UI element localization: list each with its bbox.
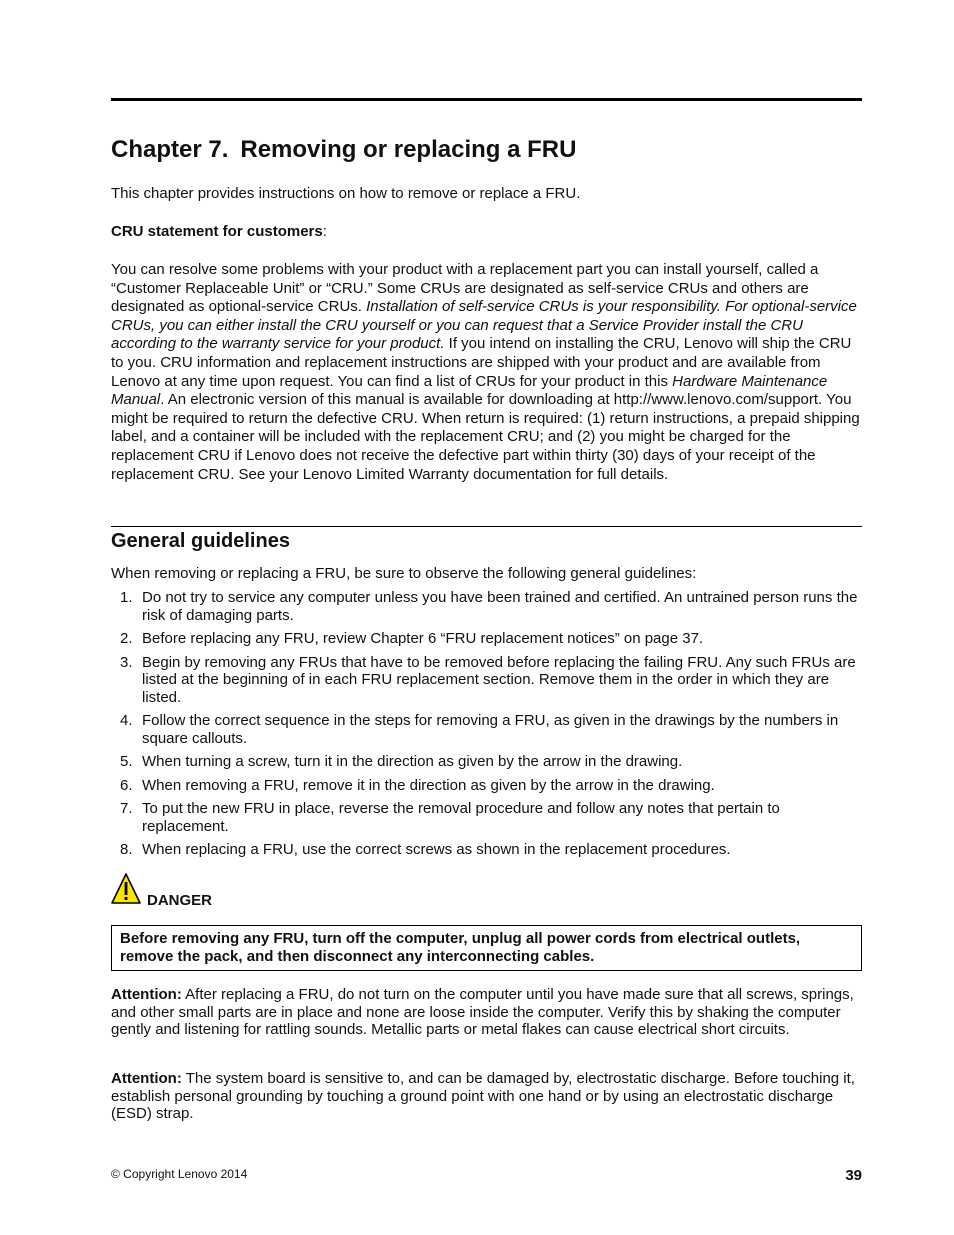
list-text: To put the new FRU in place, reverse the removal procedure and follow any notes that pertain to replacement.: [142, 800, 780, 835]
list-text: When replacing a FRU, use the correct screws as shown in the replacement procedures.: [142, 841, 731, 858]
cru-text-3: . An electronic version of this manual is available for downloading at http://www.lenovo.com/support. You might be required to return the defective CRU. When return is required: (1) return instructions, a prepaid shipping label, and a container will be included with the replacement CRU; and (2) you might be charged for the replacement CRU if Lenovo does not receive the defective part within thirty (30) days of your receipt of the replacement CRU. See your Lenovo Limited Warranty documentation for full details.: [111, 391, 860, 483]
list-number: 7.: [120, 800, 133, 817]
danger-notice-box: Before removing any FRU, turn off the computer, unplug all power cords from electrical outlets, remove the pack, and then disconnect any interconnecting cables.: [111, 925, 862, 971]
cru-text-italic-2: Hardware Maintenance Manual: [111, 372, 828, 409]
attention-label: Attention:: [111, 986, 182, 1003]
list-item: [111, 753, 862, 771]
cru-heading-text: CRU statement for customers: [111, 223, 323, 240]
cru-heading-colon: :: [322, 223, 327, 240]
list-number: 2.: [120, 630, 133, 647]
section-title: General guidelines: [111, 530, 290, 552]
page-number: 39: [845, 1167, 862, 1184]
list-text: When turning a screw, turn it in the direction as given by the arrow in the drawing.: [142, 753, 683, 770]
list-item: [111, 841, 862, 859]
chapter-number: Chapter 7.: [111, 136, 229, 163]
attention-text: The system board is sensitive to, and can be damaged by, electrostatic discharge. Before touching it, establish personal grounding by touching a ground point with one hand or by using an electrostatic discharge (ESD) strap.: [111, 1070, 855, 1122]
guidelines-list: [111, 589, 862, 865]
list-text: Do not try to service any computer unless you have been trained and certified. An untrained person runs the risk of damaging parts.: [142, 589, 858, 624]
list-item: [111, 589, 862, 624]
list-item: [111, 630, 862, 648]
list-number: 6.: [120, 776, 133, 794]
list-text: Begin by removing any FRUs that have to be removed before replacing the failing FRU. Any such FRUs are listed at the beginning of in each FRU replacement section. Remove them in the order in which they are listed.: [142, 653, 856, 706]
list-number: 1.: [120, 589, 133, 606]
chapter-title: [111, 136, 576, 164]
cru-text-2: If you intend on installing the CRU, Lenovo will ship the CRU to you. CRU information and replacement instructions are shipped with your product and are available from Lenovo at any time upon request. You can find a list of CRUs for your product in this: [111, 335, 852, 390]
attention-note-1: [111, 986, 862, 1039]
list-number: 4.: [120, 712, 133, 729]
cru-statement: [111, 261, 862, 484]
list-text: When removing a FRU, remove it in the direction as given by the arrow in the drawing.: [142, 776, 715, 794]
list-item: [111, 654, 862, 707]
list-item: [111, 800, 862, 835]
section-rule: [111, 526, 862, 527]
list-number: 5.: [120, 753, 133, 770]
chapter-title-text: Removing or replacing a FRU: [240, 136, 577, 163]
top-rule: [111, 98, 862, 101]
danger-label: DANGER: [147, 892, 213, 909]
list-text: Before replacing any FRU, review Chapter 6 “FRU replacement notices” on page 37.: [142, 630, 704, 647]
list-number: 8.: [120, 841, 133, 858]
list-number: 3.: [120, 653, 133, 671]
attention-label: Attention:: [111, 1070, 182, 1087]
guidelines-intro: When removing or replacing a FRU, be sure to observe the following general guidelines:: [111, 565, 697, 582]
footer-copyright: © Copyright Lenovo 2014: [111, 1167, 248, 1181]
list-item: [111, 777, 862, 795]
warning-triangle-icon: [111, 872, 147, 906]
cru-text-1: You can resolve some problems with your product with a replacement part you can install yourself, called a “Customer Replaceable Unit” or “CRU.” Some CRUs are designated as self-service CRUs and others are designated as optional-service CRUs.: [111, 261, 819, 316]
list-text: Follow the correct sequence in the steps for removing a FRU, as given in the drawings by the numbers in square callouts.: [142, 712, 839, 747]
list-item: [111, 712, 862, 747]
attention-text: After replacing a FRU, do not turn on the computer until you have made sure that all screws, springs, and other small parts are in place and none are loose inside the computer. Verify this by shaking the computer gently and listening for rattling sounds. Metallic parts or metal flakes can cause electrical short circuits.: [111, 986, 854, 1038]
attention-note-2: [111, 1070, 862, 1123]
cru-text-italic-1: Installation of self-service CRUs is your responsibility. For optional-service CRUs, you can either install the CRU yourself or you can request that a Service Provider install the CRU according to the warranty service for your product.: [111, 298, 857, 353]
cru-heading: [111, 223, 327, 241]
chapter-intro: This chapter provides instructions on how to remove or replace a FRU.: [111, 185, 581, 202]
